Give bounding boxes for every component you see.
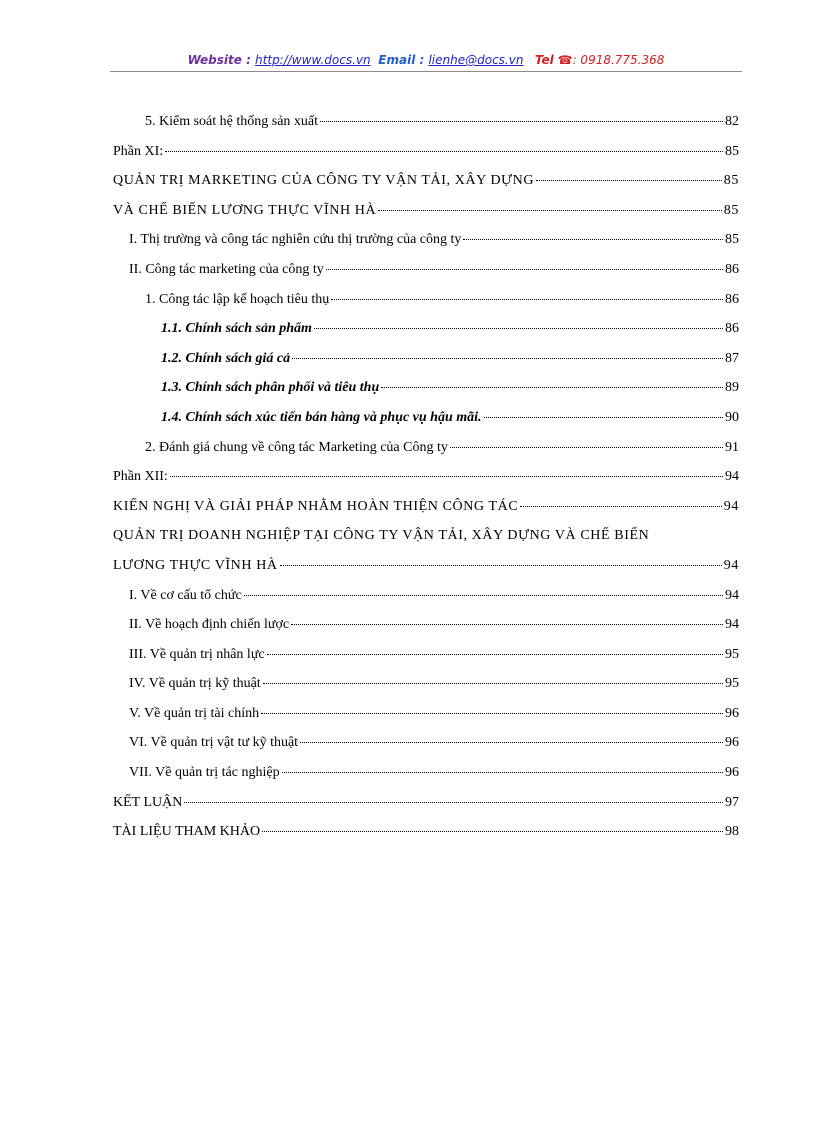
toc-entry[interactable] bbox=[113, 676, 739, 706]
dot-leader bbox=[300, 742, 723, 743]
toc-entry-text: VI. Về quản trị vật tư kỹ thuật bbox=[129, 735, 299, 751]
toc-entry-page: 98 bbox=[725, 824, 739, 840]
toc-entry[interactable] bbox=[113, 144, 739, 174]
toc-entry-page: 85 bbox=[725, 143, 739, 159]
toc-entry[interactable] bbox=[113, 232, 739, 262]
toc-entry-text: II. Về hoạch định chiến lược bbox=[129, 617, 290, 633]
toc-entry[interactable] bbox=[113, 262, 739, 292]
toc-entry-text: 2. Đánh giá chung về công tác Marketing của Công ty bbox=[145, 439, 448, 455]
toc-entry-text: I. Thị trường và công tác nghiên cứu thị trường của công ty bbox=[129, 232, 462, 248]
toc-entry-text: VÀ CHẾ BIẾN LƯƠNG THỰC VĨNH HÀ bbox=[113, 202, 377, 218]
toc-entry-text: 1.4. Chính sách xúc tiến bán hàng và phục vụ hậu mãi. bbox=[161, 409, 482, 425]
toc-entry-text: VII. Về quản trị tác nghiệp bbox=[129, 765, 280, 781]
toc-entry-text: IV. Về quản trị kỹ thuật bbox=[129, 676, 261, 692]
dot-leader bbox=[331, 299, 723, 300]
header-divider bbox=[110, 71, 742, 72]
website-link[interactable]: http://www.docs.vn bbox=[255, 53, 371, 67]
toc-entry-page: 89 bbox=[725, 380, 739, 396]
toc-entry-text: 1.3. Chính sách phân phối và tiêu thụ bbox=[161, 380, 380, 396]
table-of-contents bbox=[113, 114, 739, 854]
dot-leader bbox=[280, 565, 722, 566]
dot-leader bbox=[263, 683, 723, 684]
toc-entry-text: II. Công tác marketing của công ty bbox=[129, 261, 324, 277]
tel-number: : 0918.775.368 bbox=[572, 53, 665, 67]
toc-entry[interactable] bbox=[113, 617, 739, 647]
toc-entry-page: 94 bbox=[723, 498, 739, 514]
toc-entry[interactable] bbox=[113, 410, 739, 440]
toc-entry-text: V. Về quản trị tài chính bbox=[129, 705, 260, 721]
toc-entry-text: 1. Công tác lập kế hoạch tiêu thụ bbox=[145, 291, 330, 307]
email-link[interactable]: lienhe@docs.vn bbox=[428, 53, 524, 67]
toc-entry-page: 94 bbox=[723, 557, 739, 573]
toc-entry-text: QUẢN TRỊ MARKETING CỦA CÔNG TY VẬN TẢI, XÂY DỰNG bbox=[113, 173, 535, 189]
dot-leader bbox=[320, 121, 723, 122]
website-separator: : bbox=[241, 53, 256, 67]
dot-leader bbox=[326, 269, 723, 270]
toc-entry-text: 1.1. Chính sách sản phẩm bbox=[161, 321, 312, 337]
dot-leader bbox=[282, 772, 723, 773]
toc-entry[interactable] bbox=[113, 321, 739, 351]
toc-entry-text: Phần XI: bbox=[113, 143, 164, 159]
dot-leader bbox=[463, 239, 723, 240]
dot-leader bbox=[170, 476, 723, 477]
toc-entry-page: 85 bbox=[725, 232, 739, 248]
toc-entry-text: LƯƠNG THỰC VĨNH HÀ bbox=[113, 557, 278, 573]
dot-leader bbox=[484, 417, 723, 418]
toc-entry-page: 86 bbox=[725, 321, 739, 337]
toc-entry-page: 97 bbox=[725, 794, 739, 810]
toc-entry[interactable] bbox=[113, 380, 739, 410]
toc-entry-text: QUẢN TRỊ DOANH NGHIỆP TẠI CÔNG TY VẬN TẢI, XÂY DỰNG VÀ CHẾ BIẾN bbox=[113, 528, 650, 544]
toc-entry-page: 86 bbox=[725, 291, 739, 307]
toc-entry-text: KẾT LUẬN bbox=[113, 794, 183, 810]
dot-leader bbox=[314, 328, 723, 329]
toc-entry-page: 94 bbox=[725, 587, 739, 603]
toc-entry-text: TÀI LIỆU THAM KHẢO bbox=[113, 824, 261, 840]
toc-entry[interactable] bbox=[113, 469, 739, 499]
phone-icon: ☎ bbox=[557, 53, 573, 67]
dot-leader bbox=[536, 180, 722, 181]
toc-entry-page: 86 bbox=[725, 261, 739, 277]
toc-entry-text: KIẾN NGHỊ VÀ GIẢI PHÁP NHẰM HOÀN THIỆN CÔNG TÁC bbox=[113, 498, 519, 514]
toc-entry-text: Phần XII: bbox=[113, 469, 168, 485]
dot-leader bbox=[184, 802, 723, 803]
toc-entry-page: 94 bbox=[725, 469, 739, 485]
toc-entry-text: III. Về quản trị nhân lực bbox=[129, 646, 265, 662]
dot-leader bbox=[450, 447, 723, 448]
toc-entry[interactable] bbox=[113, 588, 739, 618]
toc-entry[interactable] bbox=[113, 440, 739, 470]
dot-leader bbox=[262, 831, 723, 832]
toc-entry[interactable] bbox=[113, 173, 739, 203]
toc-entry-page: 96 bbox=[725, 705, 739, 721]
toc-entry[interactable] bbox=[113, 203, 739, 233]
toc-entry-text: 5. Kiểm soát hệ thống sản xuất bbox=[145, 114, 319, 129]
email-separator: : bbox=[415, 53, 429, 67]
toc-entry-page: 87 bbox=[725, 350, 739, 366]
toc-entry[interactable] bbox=[113, 351, 739, 381]
toc-entry[interactable] bbox=[113, 824, 739, 854]
toc-entry[interactable] bbox=[113, 528, 739, 558]
toc-entry-page: 82 bbox=[725, 114, 739, 129]
toc-entry-page: 85 bbox=[723, 173, 739, 189]
toc-entry-page: 91 bbox=[725, 439, 739, 455]
toc-entry[interactable] bbox=[113, 765, 739, 795]
toc-entry[interactable] bbox=[113, 795, 739, 825]
toc-entry[interactable] bbox=[113, 558, 739, 588]
toc-entry-text: I. Về cơ cấu tổ chức bbox=[129, 587, 242, 603]
toc-entry-page: 85 bbox=[723, 202, 739, 218]
toc-entry-page: 95 bbox=[725, 646, 739, 662]
email-label: Email bbox=[378, 53, 416, 67]
dot-leader bbox=[244, 595, 723, 596]
toc-entry[interactable] bbox=[113, 114, 739, 144]
tel-label: Tel bbox=[534, 53, 554, 67]
dot-leader bbox=[520, 506, 722, 507]
dot-leader bbox=[267, 654, 723, 655]
dot-leader bbox=[261, 713, 723, 714]
dot-leader bbox=[378, 210, 722, 211]
toc-entry[interactable] bbox=[113, 735, 739, 765]
toc-entry-page: 90 bbox=[725, 409, 739, 425]
toc-entry[interactable] bbox=[113, 499, 739, 529]
toc-entry[interactable] bbox=[113, 292, 739, 322]
toc-entry[interactable] bbox=[113, 706, 739, 736]
dot-leader bbox=[292, 358, 723, 359]
toc-entry[interactable] bbox=[113, 647, 739, 677]
dot-leader bbox=[381, 387, 723, 388]
dot-leader bbox=[291, 624, 723, 625]
toc-entry-page: 95 bbox=[725, 676, 739, 692]
toc-entry-page: 96 bbox=[725, 735, 739, 751]
website-label: Website bbox=[187, 53, 242, 67]
page-header bbox=[110, 50, 742, 72]
toc-entry-page: 96 bbox=[725, 765, 739, 781]
toc-entry-text: 1.2. Chính sách giá cả bbox=[161, 350, 291, 366]
dot-leader bbox=[165, 151, 723, 152]
toc-entry-page: 94 bbox=[725, 617, 739, 633]
